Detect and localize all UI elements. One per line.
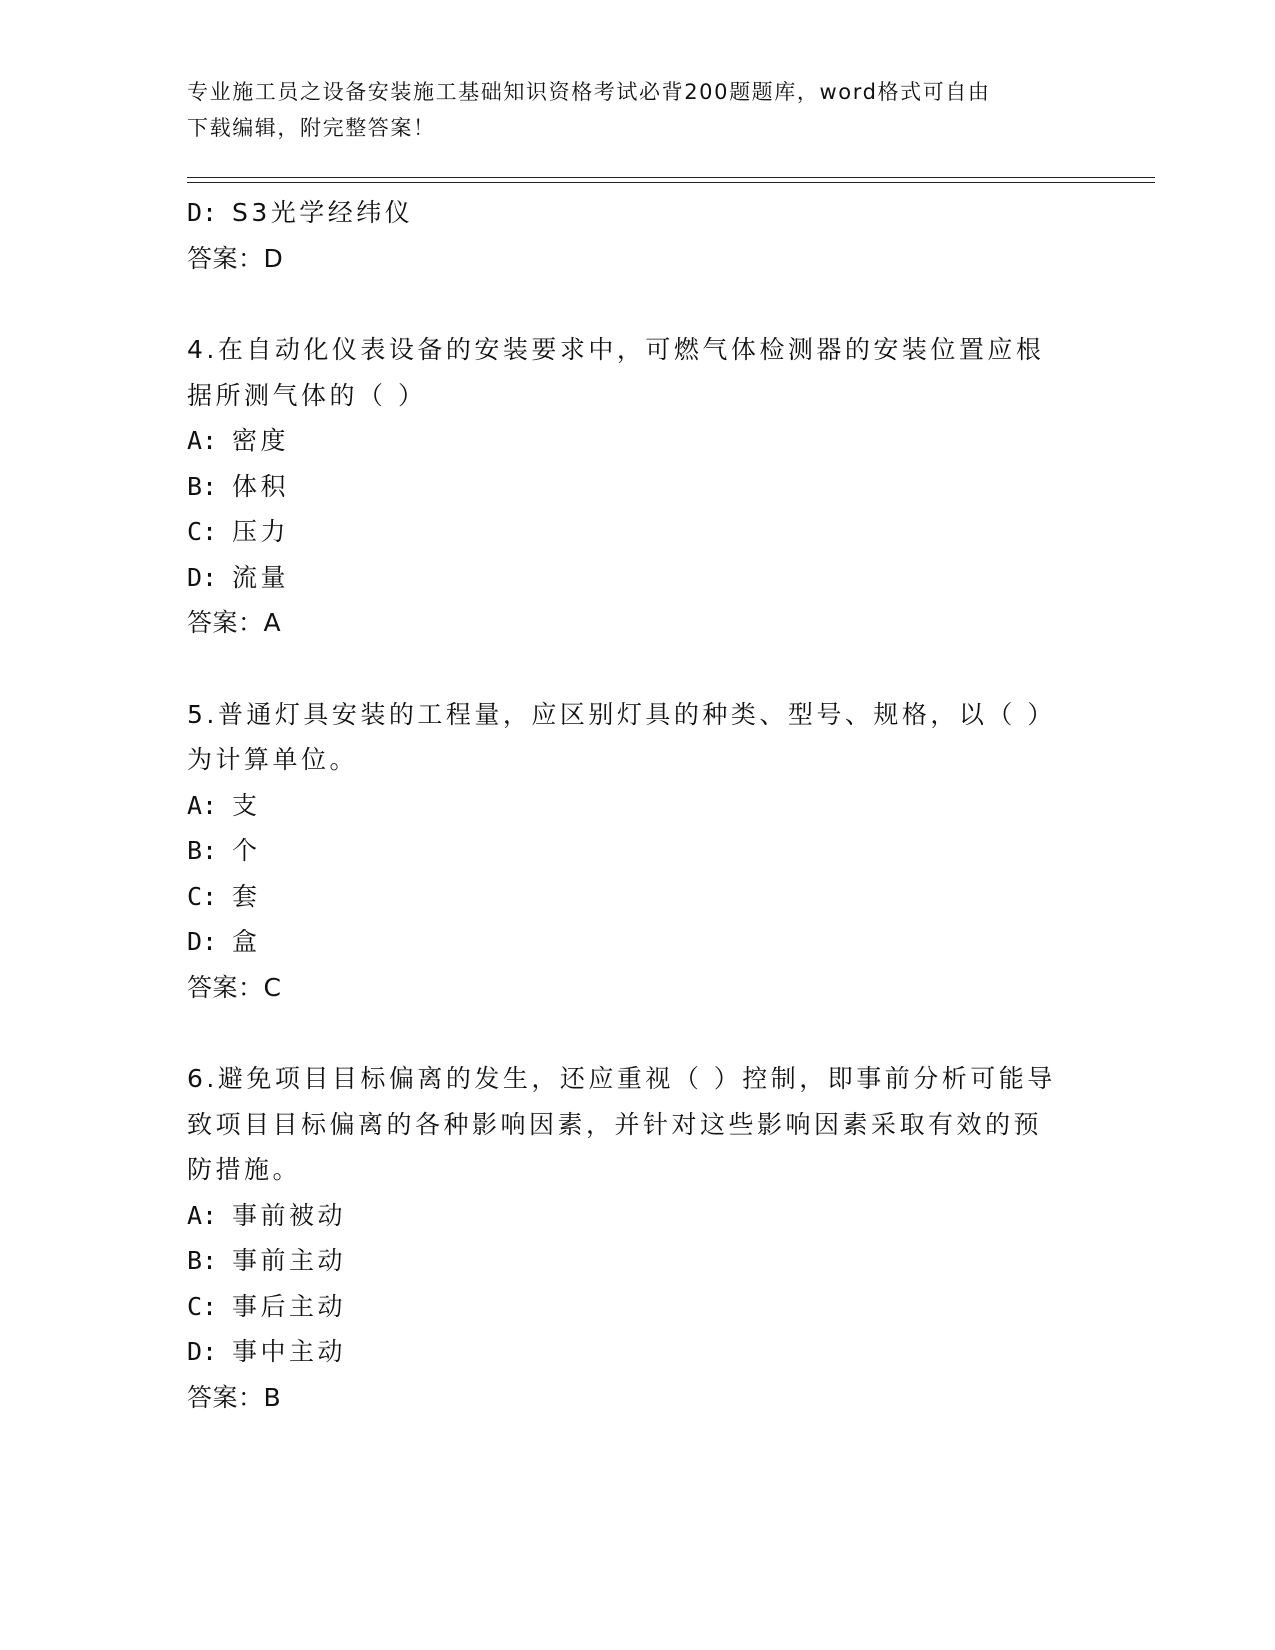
option-c [187,509,1087,555]
header-divider-bottom [187,182,1155,183]
header-line-2: 下载编辑，附完整答案！ [187,116,436,140]
document-header [187,74,1067,146]
header-divider-top [187,177,1155,178]
question-text-line: 4.在自动化仪表设备的安装要求中，可燃气体检测器的安装位置应根 [187,335,1045,364]
option-text: 盒 [232,927,261,956]
option-b [187,1238,1087,1284]
spacer [187,281,1087,327]
option-key: C: [187,881,218,911]
question-text-line: 5.普通灯具安装的工程量，应区别灯具的种类、型号、规格，以（ ） [187,699,1056,729]
option-key: A: [187,1200,218,1230]
answer-line: 答案：B [187,1382,282,1412]
option-key: D: [187,927,218,956]
option-c [187,874,1087,920]
option-text: 支 [232,790,261,820]
question-6 [187,1056,1087,1420]
question-text-line: 致项目目标偏离的各种影响因素，并针对这些影响因素采取有效的预 [187,1109,1043,1139]
option-key: B: [187,1246,218,1275]
option-text: 套 [232,881,261,911]
question-text-line: 6.避免项目目标偏离的发生，还应重视（ ）控制，即事前分析可能导 [187,1064,1056,1093]
option-key: D: [187,562,218,592]
option-d [187,555,1087,601]
option-b [187,828,1087,874]
option-a [187,783,1087,829]
option-text: 个 [232,836,261,865]
previous-question-tail [187,190,1087,281]
question-4 [187,327,1087,646]
option-key: B: [187,471,218,501]
answer-line: 答案：C [187,972,282,1002]
option-text: 事中主动 [232,1337,347,1366]
question-text-line: 为计算单位。 [187,745,359,774]
option-d [187,1329,1087,1375]
option-key: D: [187,1337,218,1366]
question-text-line: 防措施。 [187,1155,302,1184]
option-d [187,919,1087,965]
option-c [187,1284,1087,1330]
question-5 [187,692,1087,1011]
option-text: 事前被动 [232,1200,347,1230]
option-key: B: [187,836,218,865]
spacer [187,646,1087,692]
option-d [187,190,1087,236]
option-text: 压力 [232,517,290,546]
option-text: 事后主动 [232,1291,347,1321]
question-text-line: 据所测气体的（ ） [187,380,427,410]
option-text: 密度 [232,426,290,455]
option-a [187,1193,1087,1239]
answer-line: 答案：D [187,243,284,273]
answer-line: 答案：A [187,608,282,637]
option-key: C: [187,517,218,546]
header-line-1: 专业施工员之设备安装施工基础知识资格考试必背200题题库，word格式可自由 [187,80,991,104]
option-text: 流量 [232,562,290,592]
option-b [187,464,1087,510]
option-key: A: [187,790,218,820]
question-list [187,190,1087,1420]
option-key: A: [187,426,218,455]
option-text: 事前主动 [232,1246,347,1275]
option-a [187,418,1087,464]
spacer [187,1010,1087,1056]
option-key: D: [187,198,218,227]
option-key: C: [187,1291,218,1321]
option-text: S3光学经纬仪 [232,198,414,227]
option-text: 体积 [232,471,290,501]
